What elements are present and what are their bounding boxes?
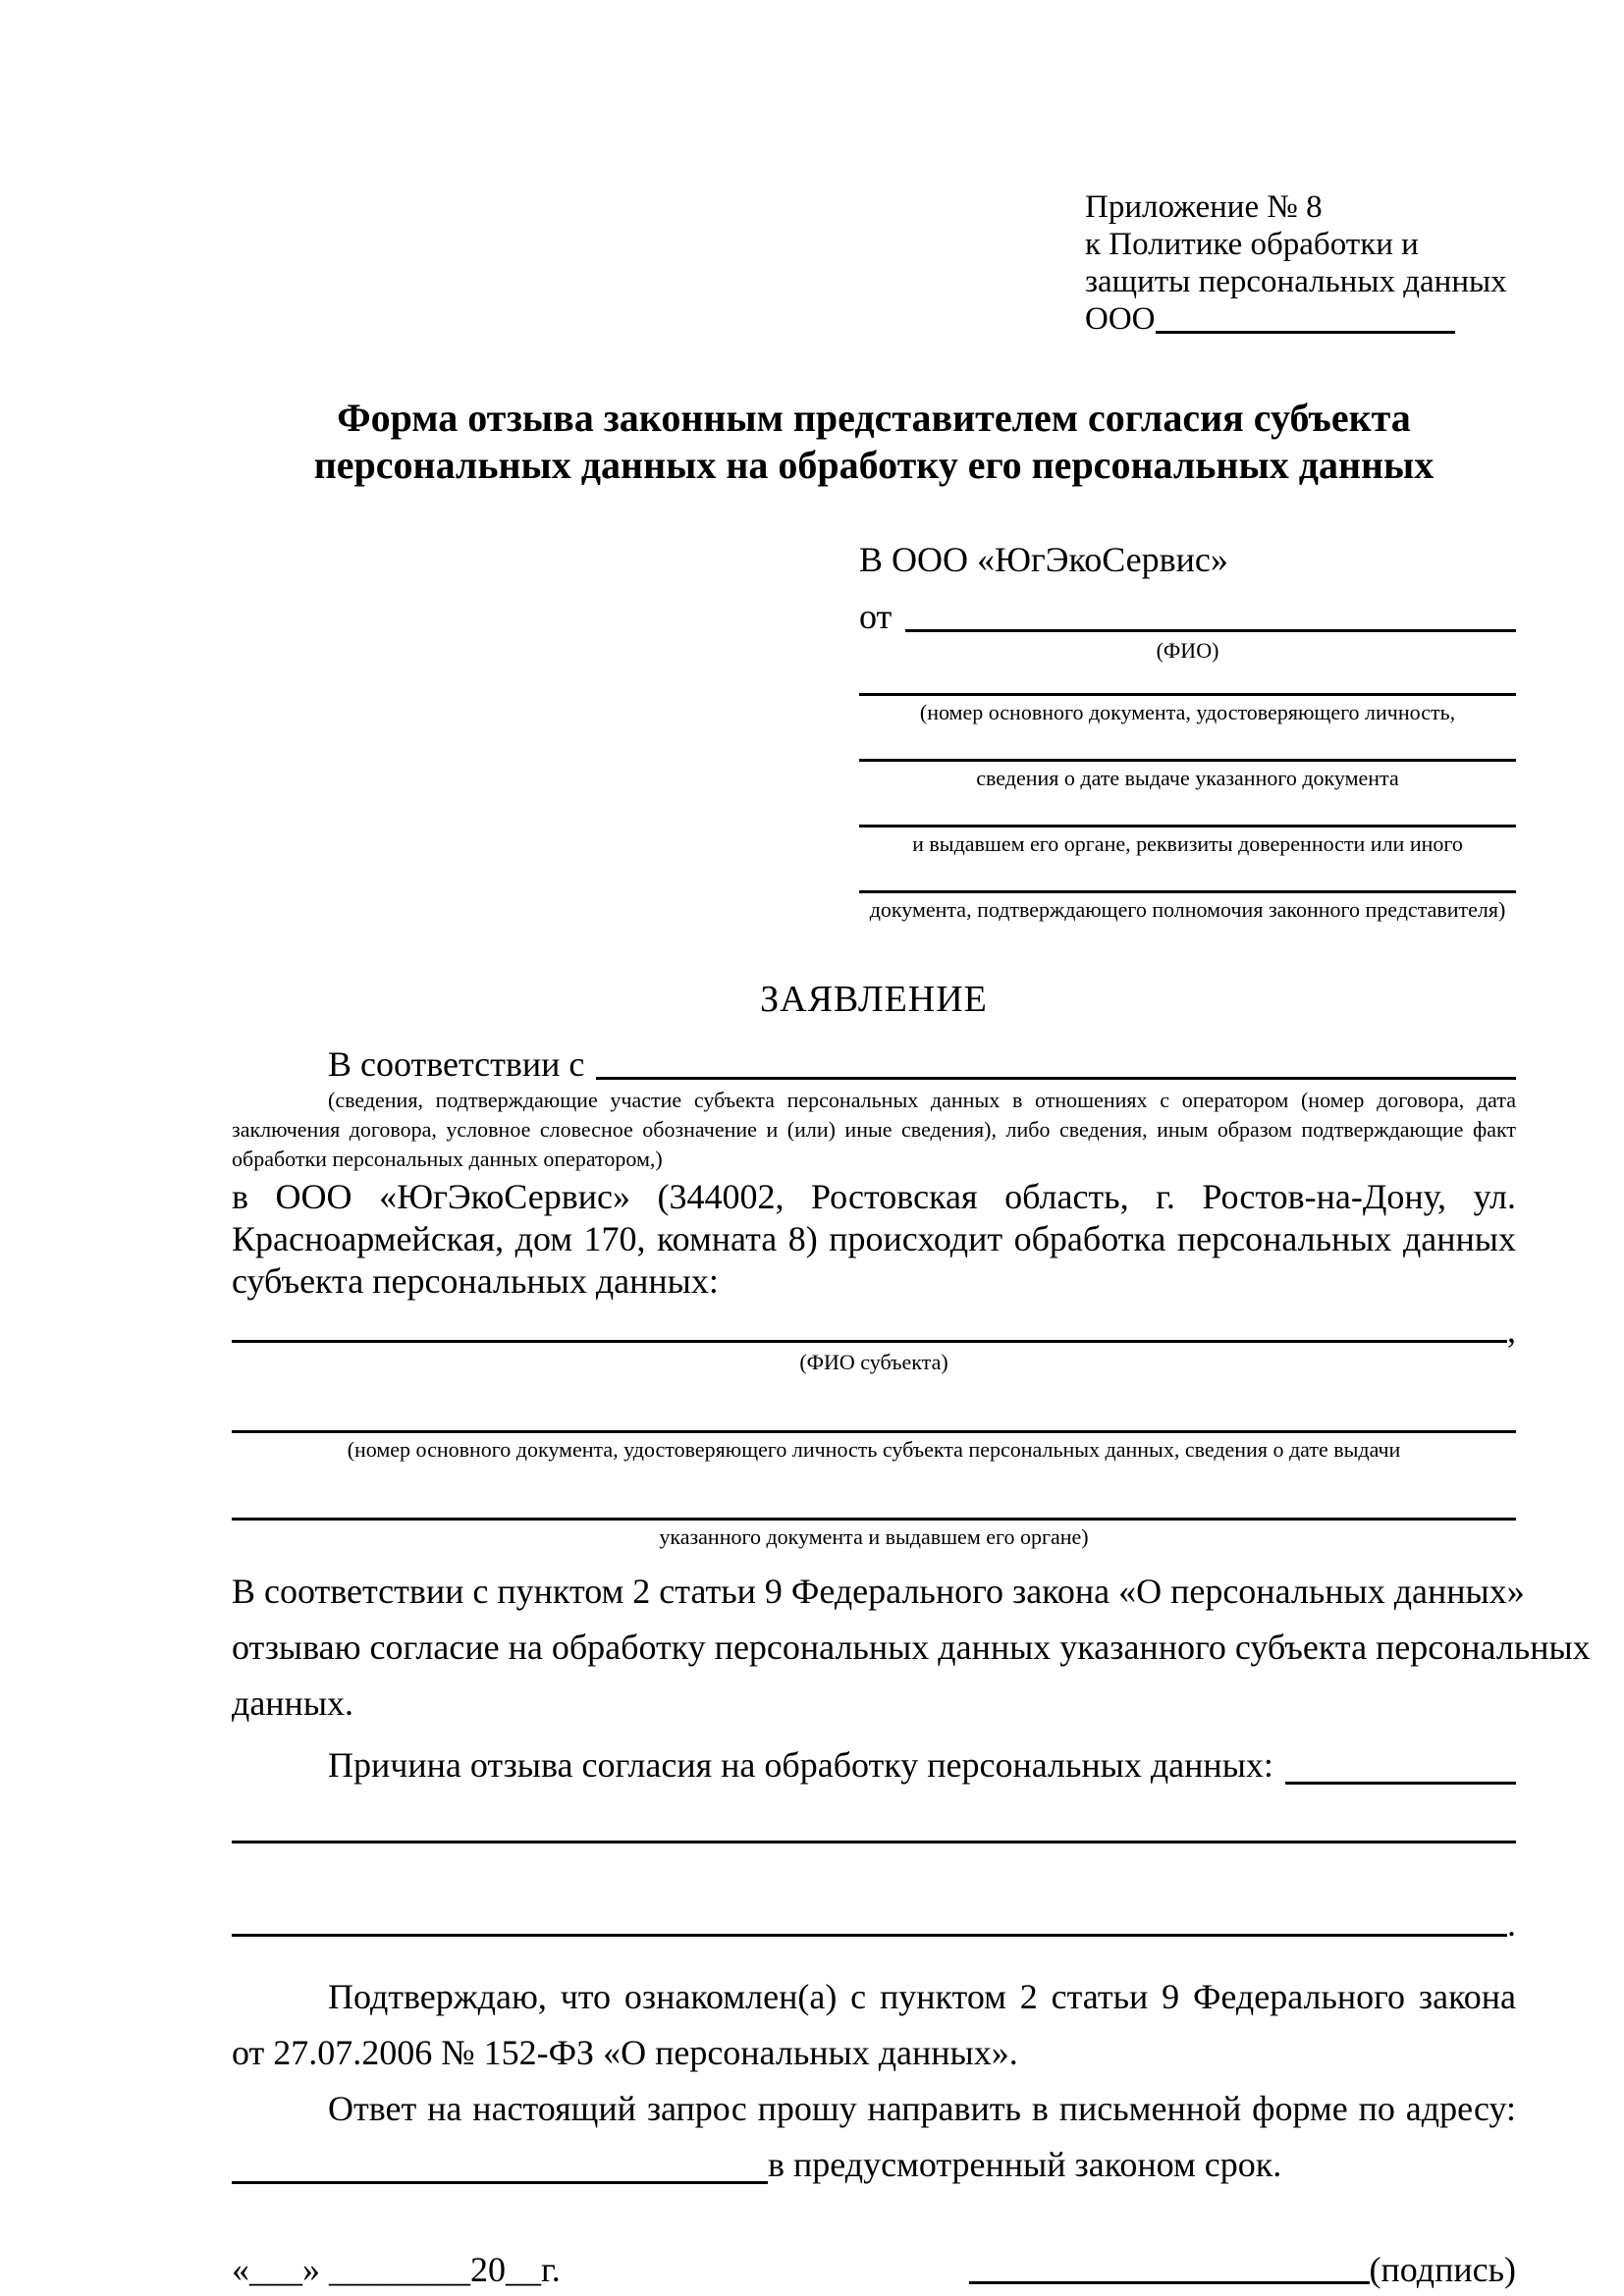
reason-blank-row-2: [232, 1904, 1516, 1944]
reason-blank-line-2: [232, 1841, 1516, 1843]
signature-caption: (подпись): [1369, 2250, 1516, 2289]
subject-fio-blank-line: [232, 1340, 1507, 1343]
fine-print: [232, 1086, 1516, 1174]
reply-paragraph: [232, 2081, 1516, 2193]
reason-blank-row-1: [232, 1841, 1516, 1849]
withdrawal-paragraph-line: отзываю согласие на обработку персональных данных указанного субъекта персональных: [232, 1628, 1591, 1667]
reason-blank-line: [1285, 1782, 1516, 1785]
subject-fio-row: [232, 1310, 1516, 1350]
subject-fio-comma: ,: [1507, 1310, 1516, 1350]
reason-end-punct: .: [1507, 1904, 1516, 1944]
from-blank-line: [905, 629, 1516, 632]
operator-paragraph-line: Красноармейская, дом 170, комната 8) происходит обработка персональных данных: [232, 1219, 1516, 1258]
appendix-header: [1085, 188, 1517, 338]
acknowledgement-line: Подтверждаю, что ознакомлен(а) с пунктом 2 статьи 9 Федерального закона: [328, 1977, 1516, 2016]
doc-authority-caption: документа, подтверждающего полномочия законного представителя): [859, 890, 1516, 923]
doc-number-caption: (номер основного документа, удостоверяющего личность,: [859, 693, 1516, 725]
fine-print-line: (сведения, подтверждающие участие субъекта персональных данных в отношениях с оператором (номер договора, дата: [328, 1088, 1516, 1112]
withdrawal-paragraph: [232, 1564, 1591, 1732]
operator-paragraph: [232, 1176, 1516, 1303]
statement-heading: ЗАЯВЛЕНИЕ: [760, 979, 988, 1020]
subject-doc-caption-2: указанного документа и выдавшем его органе): [232, 1518, 1516, 1550]
org-prefix: ООО: [1085, 301, 1156, 337]
appendix-header-line: защиты персональных данных: [1085, 264, 1507, 299]
org-name-row: [1085, 300, 1517, 338]
doc-issuer-caption: и выдавшем его органе, реквизиты доверенности или иного: [859, 825, 1516, 857]
document-title-line: Форма отзыва законным представителем согласия субъекта: [337, 396, 1411, 440]
footer-row: [232, 2248, 1516, 2291]
appendix-header-line: к Политике обработки и: [1085, 227, 1419, 262]
intro-row: [232, 1042, 1516, 1086]
subject-doc-caption-1: (номер основного документа, удостоверяющего личность субъекта персональных данных, сведения о дате выдачи: [232, 1430, 1516, 1463]
withdrawal-paragraph-line: В соответствии с пунктом 2 статьи 9 Федерального закона «О персональных данных»: [232, 1572, 1525, 1611]
appendix-header-line: Приложение № 8: [1085, 189, 1323, 225]
intro-blank-line: [596, 1077, 1516, 1080]
addressee-block: [859, 538, 1516, 923]
withdrawal-paragraph-line: данных.: [232, 1683, 354, 1723]
reason-blank-line-3: [232, 1934, 1507, 1937]
from-row: [859, 595, 1516, 638]
reply-line-2: [232, 2137, 1516, 2193]
reply-line-2-text: в предусмотренный законом срок.: [768, 2145, 1282, 2184]
from-label: от: [859, 597, 893, 636]
document-title: [232, 395, 1516, 489]
acknowledgement-paragraph: [232, 1969, 1516, 2081]
reason-row: [232, 1737, 1516, 1793]
signature-blank-line: [969, 2281, 1370, 2284]
fine-print-line: заключения договора, условное словесное обозначение и (или) иные сведения), либо сведения, иным образом подтверждающие факт: [232, 1117, 1516, 1142]
reply-line-1: Ответ на настоящий запрос прошу направить в письменной форме по адресу:: [328, 2089, 1516, 2128]
operator-paragraph-line: субъекта персональных данных:: [232, 1261, 719, 1301]
org-name-blank-line: [1156, 331, 1455, 334]
reply-address-blank-line: [232, 2181, 768, 2184]
fine-print-line: обработки персональных данных оператором,): [232, 1147, 663, 1171]
signature-group: [969, 2248, 1516, 2291]
operator-paragraph-line: в ООО «ЮгЭкоСервис» (344002, Ростовская область, г. Ростов-на-Дону, ул.: [232, 1177, 1516, 1216]
subject-fio-caption: (ФИО субъекта): [799, 1350, 948, 1374]
fio-caption: (ФИО): [1156, 638, 1219, 663]
intro-prefix: В соответствии с: [328, 1044, 585, 1084]
addressee-to: В ООО «ЮгЭкоСервис»: [859, 540, 1228, 579]
reason-prefix: Причина отзыва согласия на обработку персональных данных:: [328, 1745, 1273, 1785]
date-line: «___» ________20__г.: [232, 2250, 561, 2289]
doc-issue-date-caption: сведения о дате выдаче указанного документа: [859, 759, 1516, 791]
acknowledgement-line: от 27.07.2006 № 152-ФЗ «О персональных данных».: [232, 2033, 1018, 2072]
document-title-line: персональных данных на обработку его персональных данных: [313, 443, 1435, 487]
